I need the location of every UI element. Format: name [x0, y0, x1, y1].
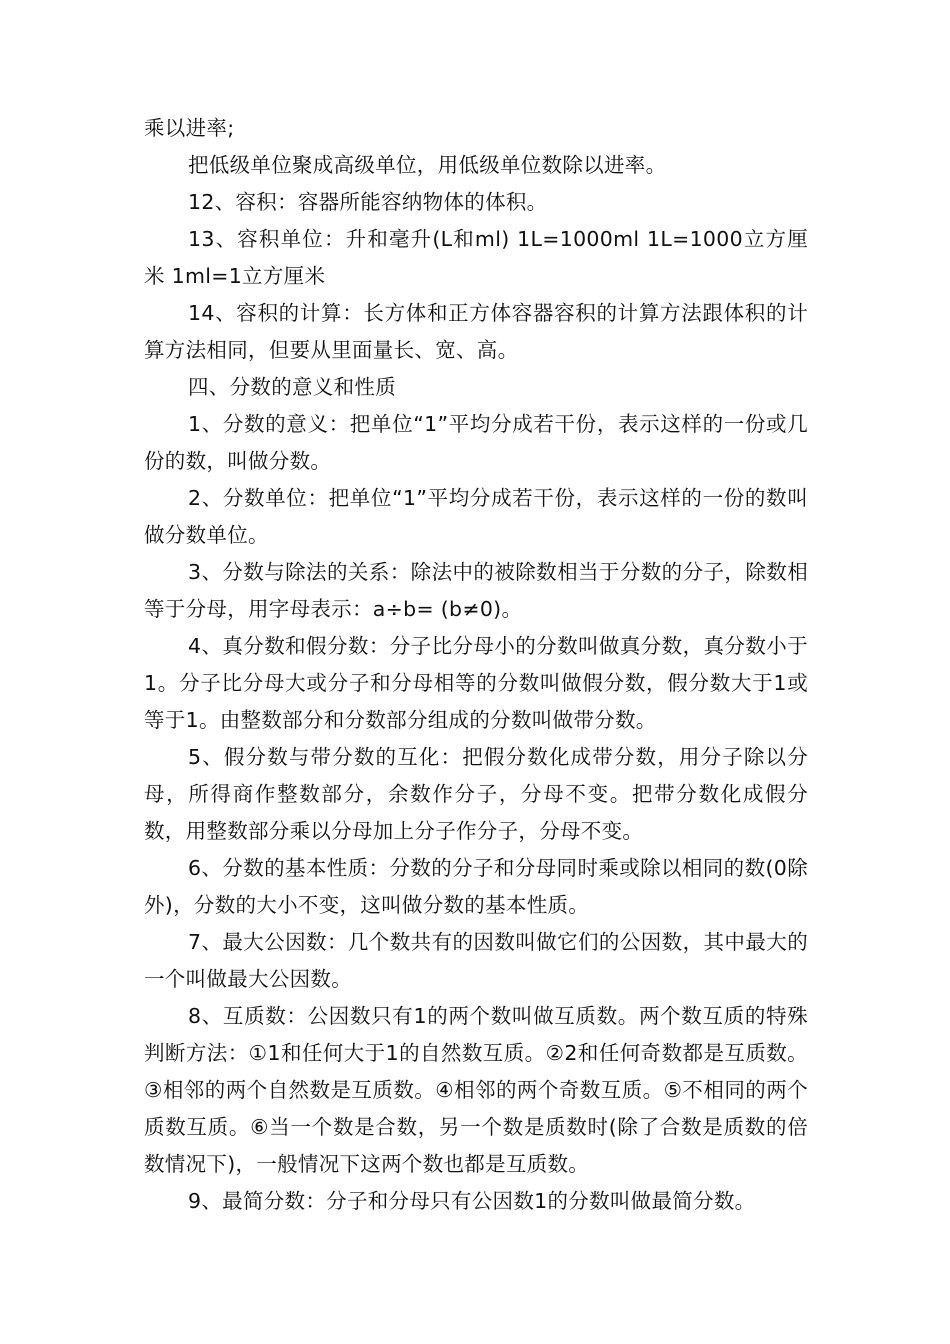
paragraph-fraction-division: 3、分数与除法的关系：除法中的被除数相当于分数的分子，除数相等于分母，用字母表示：a÷b= (b≠0)。 [144, 560, 808, 621]
paragraph-basic-property: 6、分数的基本性质：分数的分子和分母同时乘或除以相同的数(0除外)，分数的大小不变，这叫做分数的基本性质。 [144, 856, 808, 917]
paragraph-simplest-fraction: 9、最简分数：分子和分母只有公因数1的分数叫做最简分数。 [188, 1189, 756, 1213]
paragraph-continuation: 乘以进率; [144, 116, 235, 140]
paragraph-volume-capacity: 12、容积：容器所能容纳物体的体积。 [188, 190, 548, 214]
paragraph-capacity-calculation: 14、容积的计算：长方体和正方体容器容积的计算方法跟体积的计算方法相同，但要从里面量长、宽、高。 [144, 301, 808, 362]
document-body [144, 110, 808, 1220]
paragraph-unit-conversion: 把低级单位聚成高级单位，用低级单位数除以进率。 [188, 153, 667, 177]
paragraph-mixed-conversion: 5、假分数与带分数的互化：把假分数化成带分数，用分子除以分母，所得商作整数部分，余数作分子，分母不变。把带分数化成假分数，用整数部分乘以分母加上分子作分子，分母不变。 [144, 745, 808, 843]
paragraph-fraction-meaning: 1、分数的意义：把单位“1”平均分成若干份，表示这样的一份或几份的数，叫做分数。 [144, 412, 808, 473]
paragraph-proper-improper: 4、真分数和假分数：分子比分母小的分数叫做真分数，真分数小于1。分子比分母大或分子和分母相等的分数叫做假分数，假分数大于1或等于1。由整数部分和分数部分组成的分数叫做带分数。 [144, 634, 808, 732]
paragraph-fraction-unit: 2、分数单位：把单位“1”平均分成若干份，表示这样的一份的数叫做分数单位。 [144, 486, 808, 547]
paragraph-coprime: 8、互质数：公因数只有1的两个数叫做互质数。两个数互质的特殊判断方法：①1和任何大于1的自然数互质。②2和任何奇数都是互质数。③相邻的两个自然数是互质数。④相邻的两个奇数互质。⑤不相同的两个质数互质。⑥当一个数是合数，另一个数是质数时(除了合数是质数的倍数情况下)，一般情况下这两个数也都是互质数。 [144, 1004, 808, 1176]
section-heading-fractions: 四、分数的意义和性质 [188, 375, 396, 399]
paragraph-capacity-units: 13、容积单位：升和毫升(L和ml) 1L=1000ml 1L=1000立方厘米 1ml=1立方厘米 [144, 227, 808, 288]
paragraph-gcd: 7、最大公因数：几个数共有的因数叫做它们的公因数，其中最大的一个叫做最大公因数。 [144, 930, 808, 991]
